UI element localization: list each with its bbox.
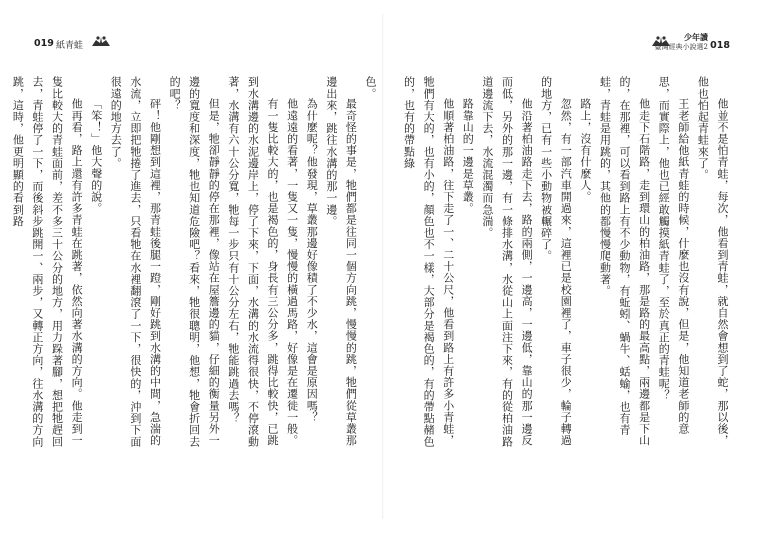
series-block	[655, 32, 708, 52]
paragraph: 「笨！」他大聲的說。	[89, 98, 103, 214]
paragraph: 路靠山的一邊是草叢。	[461, 98, 475, 214]
frog-icon	[90, 34, 112, 51]
paragraph: 他再看，路上還有許多青蛙在跳著，依然向著水溝的方向。他走到一隻比較大的青蛙面前，差不多三十公分的地方，用力跺著腳，想把牠趕回去，青蛙停了一下，而後斜步跳開一、兩步，又轉正方向，往水溝的方向跳，這時，他更明顯的看到路	[11, 76, 84, 448]
running-title: 紙青蛙	[56, 41, 84, 51]
paragraph: 他遠遠的看著，一隻又一隻，慢慢的橫過馬路，好像是在遷徙一般。	[285, 98, 299, 446]
series-subtitle: 臺灣經典小說選2	[654, 43, 708, 51]
paragraph: 為什麼呢？他發現，草叢那邊好像積了不少水，這會是原因嗎？	[305, 98, 319, 423]
left-page-header	[34, 32, 374, 60]
paragraph: 色。	[364, 76, 377, 100]
paragraph: 路上，沒有什麼人。	[578, 98, 592, 203]
paragraph: 有一隻比較大的，也是褐色的，身長有三公分多，跳得比較快，已跳到水溝邊的水泥邊岸上，停了下來，下面，水溝的水流得很快，不停滾動著，水溝有六十公分寬，牠每一步只有十公分左右，牠能跳過去嗎？	[226, 76, 280, 448]
paragraph: 但是，牠卻靜靜的停在那裡，像站在屋簷邊的貓，仔細的衡量另外一邊的寬度和深度，牠也知道危險吧？看來，牠很聰明，他想，牠會折回去的吧？	[168, 76, 221, 448]
paragraph: 他順著柏油路，往下走了一、二十公尺，他看到路上有許多小青蛙，牠們有大的，也有小的，顏色也不一樣，大部分是褐色的，有的帶點赭色的，也有的帶點綠	[402, 76, 455, 448]
paragraph: 王老師給他紙青蛙的時候，什麼也沒有說，但是，他知道老師的意思，而實際上，他也已經敢觸摸紙青蛙了，至於真正的青蛙呢？	[657, 76, 690, 435]
paragraph: 他並不是怕青蛙，每次，他看到青蛙，就自然會想到了蛇，那以後，他也怕起青蛙來了。	[696, 76, 729, 446]
right-page	[388, 28, 740, 506]
page-number: 019	[34, 38, 54, 49]
series-title: 少年讀	[684, 32, 708, 42]
paragraph: 砰！他剛想到這裡，那青蛙後腿一蹬，剛好跳到水溝的中間，急湍的水流，立即把牠捲了進去，只看牠在水裡翻滾了一下，很快的，沖到下面很遠的地方去了。	[109, 76, 162, 448]
right-page-header	[394, 32, 734, 60]
left-body-text	[11, 76, 380, 456]
paragraph: 他走下石階路，走到環山的柏油路，那是路的最高點，兩邊都是下山的，在那裡，可以看到路上有不少動物，有蚯蚓、蝸牛、蛞蝓，也有青蛙，青蛙是用跳的，其他的都慢慢爬動著。	[598, 76, 651, 446]
paragraph: 他沿著柏油路走下去，路的兩側，一邊高，一邊低，靠山的那一邊反而低，另外的那一邊，有一條排水溝，水從山上面注下來，有的從柏油路道邊流下去，水流混濁而急湍。	[480, 76, 534, 448]
right-body-text	[388, 76, 732, 456]
left-page	[11, 28, 380, 506]
paragraph: 最奇怪的事是，牠們都是往同一個方向跳，慢慢的跳，牠們從草叢那邊出來，跳往水溝的那一邊。	[324, 76, 358, 446]
page-gutter	[382, 14, 384, 519]
page-number: 018	[710, 40, 730, 51]
paragraph: 忽然，有一部汽車開過來，這裡已是校園裡了，車子很少，輪子轉過的地方，已有一些小動物被輾碎了。	[539, 76, 573, 446]
